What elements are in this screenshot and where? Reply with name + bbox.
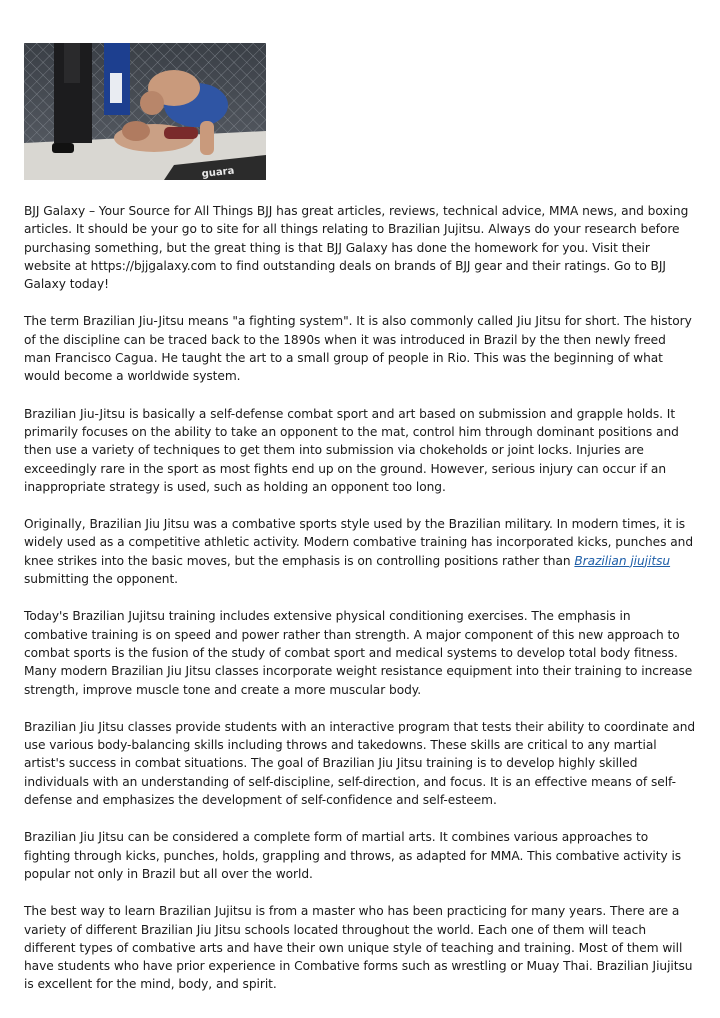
paragraph-training: Today's Brazilian Jujitsu training includes extensive physical conditioning exercises. The emphasis in combative training is on speed and power rather than strength. A major component of this new approach to combat sports is the fusion of the study of combat sport and medical systems to develop total body fitness. Many modern Brazilian Jiu Jitsu classes incorporate weight resistance equipment into their training to increase strength, improve muscle tone and create a more muscular body.	[24, 609, 693, 697]
paragraph-origins-text: Originally, Brazilian Jiu Jitsu was a combative sports style used by the Brazilian military. In modern times, it is widely used as a competitive athletic activity. Modern combative training has incorporated kicks, punches and knee strikes into the basic moves, but the emphasis is on controlling positions rather than	[24, 517, 694, 568]
paragraph-origins-tail: submitting the opponent.	[24, 572, 179, 587]
paragraph-origins	[24, 515, 696, 588]
svg-text:guara: guara	[201, 165, 235, 180]
paragraph-classes: Brazilian Jiu Jitsu classes provide students with an interactive program that tests their ability to coordinate and use various body-balancing skills including throws and takedowns. These skills are critical to any martial artist's success in combat situations. The goal of Brazilian Jiu Jitsu training is to develop highly skilled individuals with an understanding of self-discipline, self-direction, and focus. It is an effective means of self-defense and emphasizes the development of self-confidence and self-esteem.	[24, 719, 696, 808]
brazilian-jiujitsu-link[interactable]: Brazilian jiujitsu	[574, 553, 671, 568]
paragraph-learning: The best way to learn Brazilian Jujitsu is from a master who has been practicing for many years. There are a variety of different Brazilian Jiu Jitsu schools located throughout the world. Each one of them will teach different types of combative arts and have their own unique style of teaching and training. Most of them will have students who have prior experience in Combative forms such as wrestling or Muay Thai. Brazilian Jiujitsu is excellent for the mind, body, and spirit.	[24, 904, 693, 992]
mma-fight-photo-icon	[24, 43, 266, 180]
paragraph-complete-art: Brazilian Jiu Jitsu can be considered a complete form of martial arts. It combines various approaches to fighting through kicks, punches, holds, grappling and throws, as adapted for MMA. This combative activity is popular not only in Brazil but all over the world.	[24, 830, 682, 881]
paragraph-history: The term Brazilian Jiu-Jitsu means "a fighting system". It is also commonly called Jiu Jitsu for short. The history of the discipline can be traced back to the 1890s when it was introduced in Brazil by the then newly freed man Francisco Cagua. He taught the art to a small group of people in Rio. This was the beginning of what would become a worldwide system.	[24, 314, 692, 384]
article-body	[24, 202, 696, 1013]
article-photo	[24, 43, 266, 180]
paragraph-definition: Brazilian Jiu-Jitsu is basically a self-defense combat sport and art based on submission and grapple holds. It primarily focuses on the ability to take an opponent to the mat, control him through dominant positions and then use a variety of techniques to get them into submission via chokeholds or joint locks. Injuries are exceedingly rare in the sport as most fights end up on the ground. However, serious injury can occur if an inappropriate strategy is used, such as holding an opponent too long.	[24, 406, 679, 494]
paragraph-intro: BJJ Galaxy – Your Source for All Things BJJ has great articles, reviews, technical advice, MMA news, and boxing articles. It should be your go to site for all things relating to Brazilian Jujitsu. Always do your research before purchasing something, but the great thing is that BJJ Galaxy has done the homework for you. Visit their website at https://bjjgalaxy.com to find outstanding deals on brands of BJJ gear and their ratings. Go to BJJ Galaxy today!	[24, 204, 689, 292]
